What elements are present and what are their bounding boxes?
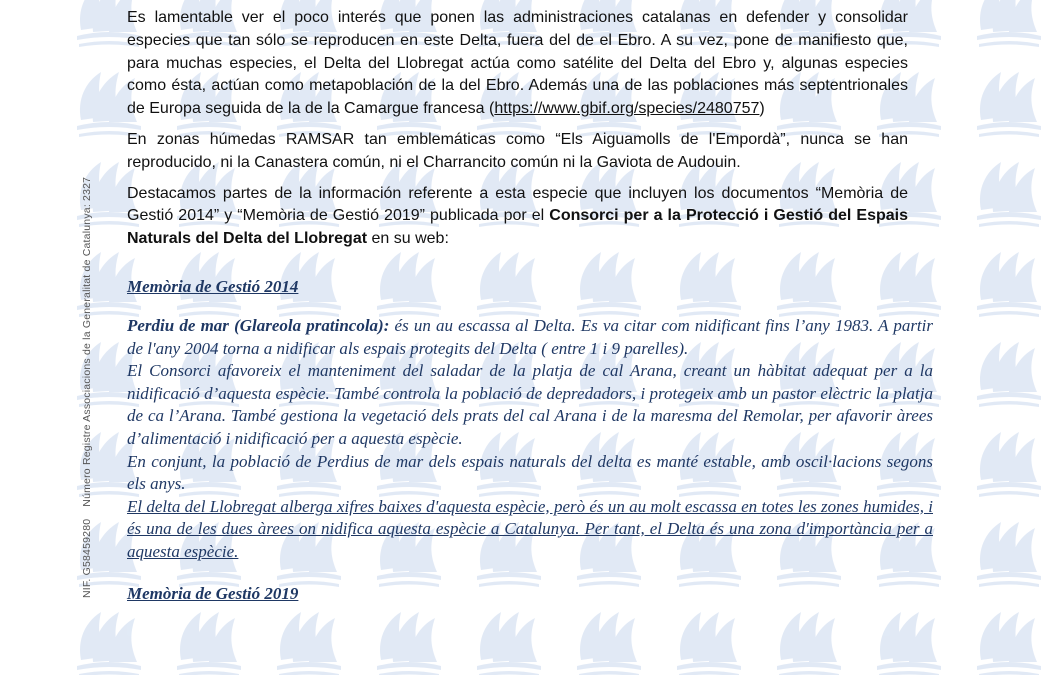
quote-sentence-1: Perdiu de mar (Glareola pratincola): és un au escassa al Delta. Es va citar com nidificant fins l’any 1983. A partir de l'any 2004 torna a nidificar als espais protegits del Delta ( entre 1 i 9 parelles). (127, 315, 933, 358)
gbif-species-link[interactable]: https://www.gbif.org/species/2480757 (494, 100, 760, 118)
consorci-name: Consorci per a la Protecció i Gestió del Espais Naturals del Delta del Llobregat (127, 207, 908, 248)
quote-sentence-2: El Consorci afavoreix el manteniment del saladar de la platja de cal Arana, creant un hàbitat adequat per a la nidificació d’aquesta espècie. També controla la població de depredadors, i protegeix amb un pastor elèctric la platja de ca l’Arana. També gestiona la vegetació dels prats del cal Arana i de la maresma del Remolar, per afavorir àrees d’alimentació i nidificació per a aquesta espècie. (127, 361, 933, 448)
memoria-2019-heading: Memòria de Gestió 2019 (127, 583, 299, 603)
registry-side-note (81, 177, 93, 598)
intro-paragraph-1: Es lamentable ver el poco interés que ponen las administraciones catalanas en defender y consolidar especies que tan sólo se reproducen en este Delta, fuera del de el Ebro. A su vez, pone de manifiesto que, para muchas especies, el Delta del Llobregat actúa como satélite del Delta del Ebro y, algunas especies como ésta, actúan como metapoblación de la del Ebro. Además una de las poblaciones más septentrionales de Europa seguida de la de la Camargue francesa (https://www.gbif.org/species/2480757) (127, 9, 908, 118)
intro-paragraph-2: En zonas húmedas RAMSAR tan emblemáticas como “Els Aiguamolls de l'Empordà”, nunca se han reproducido, ni la Canastera común, ni el Charrancito común ni la Gaviota de Audouin. (127, 130, 908, 171)
memoria-2014-heading: Memòria de Gestió 2014 (127, 276, 299, 296)
association-registry-number: Número Registre Associacions de la Generalitat de Catalunya: 2327 (81, 176, 93, 507)
species-name: Perdiu de mar (Glareola pratincola): (127, 315, 390, 335)
document-body (127, 7, 933, 604)
quote-sentence-3: En conjunt, la població de Perdius de mar dels espais naturals del delta es manté estable, amb oscil·lacions segons els anys. (127, 451, 933, 494)
nif-number: NIF. G58459280 (81, 518, 93, 598)
quote-sentence-4: El delta del Llobregat alberga xifres baixes d'aquesta espècie, però és un au molt escassa en totes les zones humides, i és una de les dues àrees on nidifica aquesta espècie a Catalunya. Per tant, el Delta és una zona d'importància per a aquesta espècie. (127, 496, 933, 561)
intro-paragraph-3: Destacamos partes de la información referente a esta especie que incluyen los documentos “Memòria de Gestió 2014” y “Memòria de Gestió 2019” publicada por el Consorci per a la Protecció i Gestió del Espais Naturals del Delta del Llobregat en su web: (127, 184, 908, 248)
memoria-2014-quote (127, 315, 933, 564)
